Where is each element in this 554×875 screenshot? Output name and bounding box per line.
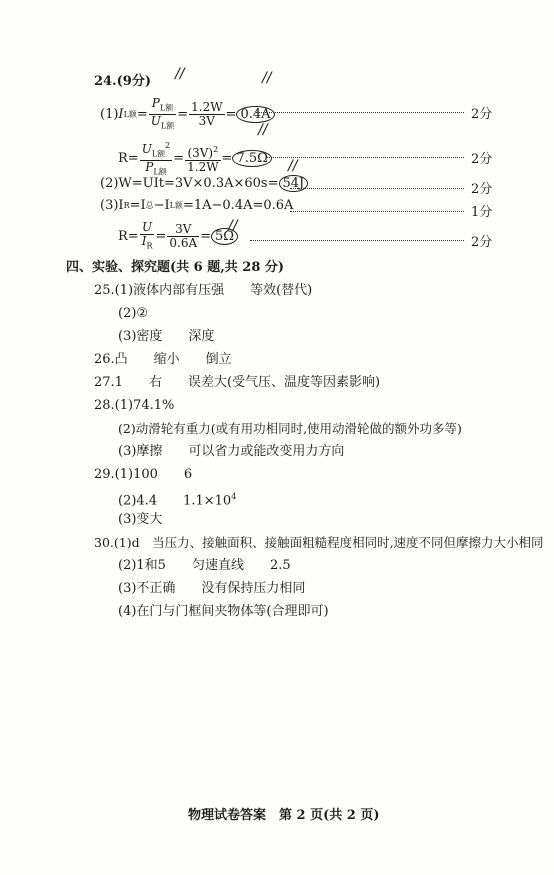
leader-dots <box>290 188 464 189</box>
q30-line4: (4)在门与门框间夹物体等(合理即可) <box>118 604 329 619</box>
circled-answer: 54J <box>279 175 309 192</box>
fraction: $\frac{1.2W}{3V}$ <box>191 100 223 129</box>
q26-line: 26.凸 缩小 倒立 <box>94 352 232 367</box>
section-title: 四、实验、探究题(共 6 题,共 28 分) <box>66 260 285 275</box>
q30-line3: (3)不正确 没有保持压力相同 <box>118 581 306 596</box>
q25-line3: (3)密度 深度 <box>118 329 215 344</box>
circled-answer: 0.4A <box>236 106 274 123</box>
circled-answer: 5Ω <box>211 228 238 245</box>
q25-line2: (2)② <box>118 306 149 321</box>
score: 2分 <box>471 235 493 250</box>
circled-answer: 7.5Ω <box>232 150 271 167</box>
fraction: $\frac{U_{L额}^2}{P_{L额}}$ <box>141 141 171 177</box>
fraction: $\frac{(3V)^2}{1.2W}$ <box>187 145 219 175</box>
q24-resistance2-row: R= $\frac{U}{I_R}$ = $\frac{3V}{0.6A}$ = 5Ω <box>118 221 238 252</box>
fraction: $\frac{P_{L额}}{U_{L额}}$ <box>150 96 175 131</box>
leader-dots <box>290 211 464 212</box>
q30-line1: 30.(1)d 当压力、接触面积、接触面粗糙程度相同时,速度不同但摩擦力大小相同 <box>94 535 544 550</box>
q24-part1-row: (1) I L额 = $\frac{P_{L额}}{U_{L额}}$ = $\frac{1.2W}{3V}$ = 0.4A <box>100 97 275 133</box>
page-footer: 物理试卷答案 第 2 页(共 2 页) <box>188 808 380 823</box>
q29-line3: (3)变大 <box>118 512 163 527</box>
leader-dots <box>256 112 464 113</box>
q24-resistance-row: R= $\frac{U_{L额}^2}{P_{L额}}$ = $\frac{(3V)^2}{1.2W}$ = 7.5Ω <box>118 139 272 179</box>
check-mark-icon: // <box>288 158 298 174</box>
leader-dots <box>250 240 464 241</box>
score: 1分 <box>471 205 493 220</box>
q28-line1: 28.(1)74.1% <box>94 398 175 413</box>
q25-line1: 25.(1)液体内部有压强 等效(替代) <box>94 283 313 298</box>
score: 2分 <box>471 107 493 122</box>
fraction: $\frac{U}{I_R}$ <box>141 220 153 251</box>
check-mark-icon: // <box>228 218 238 234</box>
check-mark-icon: // <box>258 122 268 138</box>
q24-part3-row: (3)I R =I 总 −I L额 =1A−0.4A=0.6A <box>100 198 294 213</box>
q29-line2: (2)4.4 $1.1\times 10^4$ <box>118 492 237 509</box>
check-mark-icon: // <box>175 66 185 82</box>
q30-line2: (2)1和5 匀速直线 2.5 <box>118 558 291 573</box>
q28-line2: (2)动滑轮有重力(或有用功相同时,使用动滑轮做的额外功多等) <box>118 421 462 436</box>
q24-part2-row: (2)W=UIt=3V×0.3A×60s= 54J <box>100 175 308 192</box>
score: 2分 <box>471 182 493 197</box>
score: 2分 <box>471 152 493 167</box>
fraction: $\frac{3V}{0.6A}$ <box>169 222 198 251</box>
q24-header: 24.(9分) <box>94 74 151 89</box>
q29-line1: 29.(1)100 6 <box>94 467 193 482</box>
q27-line: 27.1 右 误差大(受气压、温度等因素影响) <box>94 375 381 390</box>
check-mark-icon: // <box>262 70 272 86</box>
q28-line3: (3)摩擦 可以省力或能改变用力方向 <box>118 444 345 459</box>
